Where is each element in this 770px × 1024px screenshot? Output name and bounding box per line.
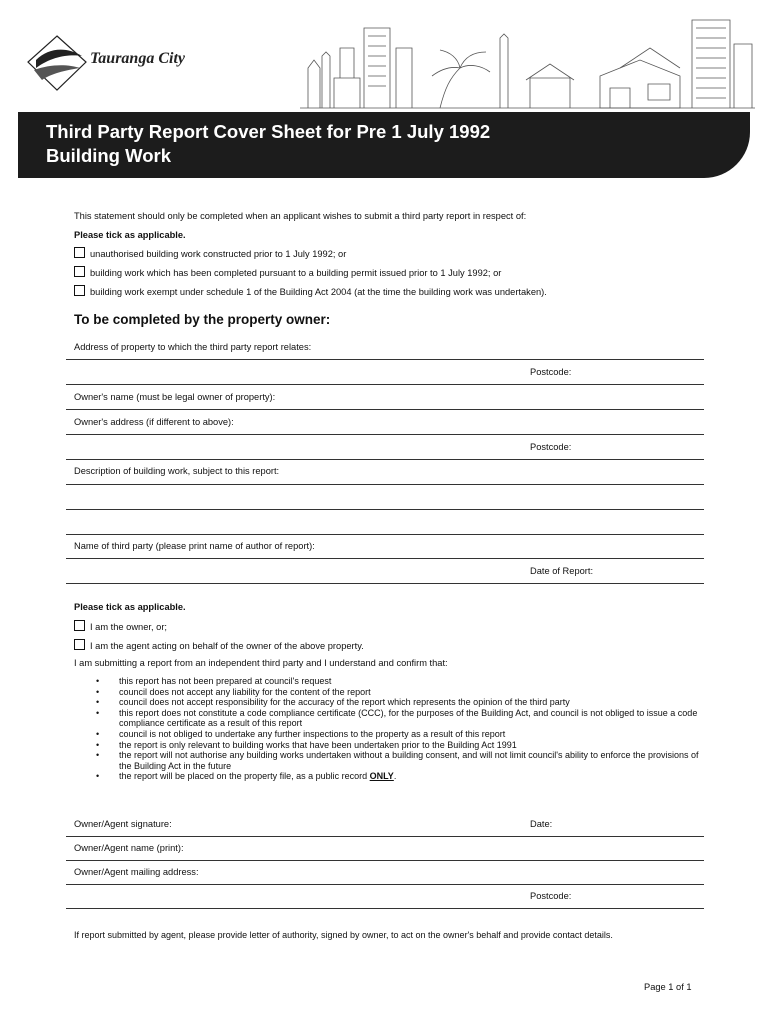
- page-number: Page 1 of 1: [644, 982, 692, 992]
- description-label: Description of building work, subject to this report:: [74, 466, 280, 476]
- date-of-report-field-line[interactable]: [66, 583, 704, 584]
- confirm-tick-heading: Please tick as applicable.: [74, 602, 186, 612]
- list-item: • council does not accept any liability for the content of the report: [96, 687, 700, 698]
- owner-postcode-label: Postcode:: [530, 442, 572, 452]
- owner-postcode-field-line[interactable]: [66, 459, 704, 460]
- address-field-line[interactable]: [66, 359, 704, 360]
- intro-option-3-label: building work exempt under schedule 1 of the Building Act 2004 (at the time the building work was undertaken).: [90, 287, 547, 297]
- list-item: • this report has not been prepared at council's request: [96, 676, 700, 687]
- description-field-line-2[interactable]: [66, 509, 704, 510]
- checkbox-exempt[interactable]: [74, 285, 85, 296]
- intro-option-2-label: building work which has been completed pursuant to a building permit issued prior to 1 July 1992; or: [90, 268, 502, 278]
- confirm-option-agent-label: I am the agent acting on behalf of the owner of the above property.: [90, 641, 364, 651]
- agent-name-label: Owner/Agent name (print):: [74, 843, 184, 853]
- last-bullet-prefix: the report will be placed on the property file, as a public record: [119, 771, 370, 782]
- owner-name-field-line[interactable]: [66, 409, 704, 410]
- owner-address-field-line[interactable]: [66, 434, 704, 435]
- confirm-bullet-list: [96, 676, 700, 782]
- confirm-statement: I am submitting a report from an independent third party and I understand and confirm that:: [74, 658, 448, 668]
- third-party-field-line[interactable]: [66, 558, 704, 559]
- last-bullet-suffix: .: [393, 771, 397, 782]
- mailing-address-label: Owner/Agent mailing address:: [74, 867, 199, 877]
- description-field-line-1[interactable]: [66, 484, 704, 485]
- list-item: • the report will not authorise any building works undertaken without a building consent, and will not limit council's ability to enforce the provisions of the Building Act in the future: [96, 750, 700, 771]
- intro-option-1: [74, 247, 346, 260]
- confirm-option-owner-label: I am the owner, or;: [90, 622, 167, 632]
- agent-note: If report submitted by agent, please provide letter of authority, signed by owner, to act on the owner's behalf and provide contact details.: [74, 930, 613, 940]
- confirm-option-agent: [74, 639, 364, 652]
- postcode-label: Postcode:: [530, 367, 572, 377]
- address-label: Address of property to which the third party report relates:: [74, 342, 312, 352]
- intro-option-3: [74, 285, 547, 298]
- owner-section-heading: To be completed by the property owner:: [74, 312, 331, 327]
- list-item: • this report does not constitute a code compliance certificate (CCC), for the purposes of the Building Act, and council is not obliged to issue a code compliance certificate as a result of this report: [96, 708, 700, 729]
- confirm-option-owner: [74, 620, 167, 633]
- intro-option-1-label: unauthorised building work constructed prior to 1 July 1992; or: [90, 249, 347, 259]
- agent-name-field-line[interactable]: [66, 860, 704, 861]
- page-title-line2: Building Work: [46, 145, 172, 166]
- mailing-postcode-field-line[interactable]: [66, 908, 704, 909]
- description-field-line-3[interactable]: [66, 534, 704, 535]
- city-illustration: [300, 8, 755, 116]
- postcode-field-line[interactable]: [66, 384, 704, 385]
- intro-statement: This statement should only be completed when an applicant wishes to submit a third party report in respect of:: [74, 211, 527, 221]
- signature-field-line[interactable]: [66, 836, 704, 837]
- intro-tick-heading: Please tick as applicable.: [74, 230, 186, 240]
- signature-label: Owner/Agent signature:: [74, 819, 172, 829]
- checkbox-agent[interactable]: [74, 639, 85, 650]
- only-emphasis: ONLY: [369, 771, 394, 782]
- third-party-label: Name of third party (please print name of author of report):: [74, 541, 315, 551]
- list-item: • council is not obliged to undertake any further inspections to the property as a result of this report: [96, 729, 700, 740]
- mailing-postcode-label: Postcode:: [530, 891, 572, 901]
- checkbox-permit[interactable]: [74, 266, 85, 277]
- date-of-report-label: Date of Report:: [530, 566, 594, 576]
- signature-date-label: Date:: [530, 819, 553, 829]
- checkbox-unauthorised[interactable]: [74, 247, 85, 258]
- list-item: • the report is only relevant to building works that have been undertaken prior to the Building Act 1991: [96, 740, 700, 751]
- list-item: • council does not accept responsibility for the accuracy of the report which represents the opinion of the third party: [96, 697, 700, 708]
- logo-text: Tauranga City: [90, 50, 185, 67]
- mailing-address-field-line[interactable]: [66, 884, 704, 885]
- checkbox-owner[interactable]: [74, 620, 85, 631]
- intro-option-2: [74, 266, 501, 279]
- list-item-last: [96, 771, 700, 782]
- owner-address-label: Owner's address (if different to above):: [74, 417, 234, 427]
- tauranga-logo: [26, 34, 88, 92]
- owner-name-label: Owner's name (must be legal owner of property):: [74, 392, 276, 402]
- page-title-line1: Third Party Report Cover Sheet for Pre 1 July 1992: [46, 121, 491, 142]
